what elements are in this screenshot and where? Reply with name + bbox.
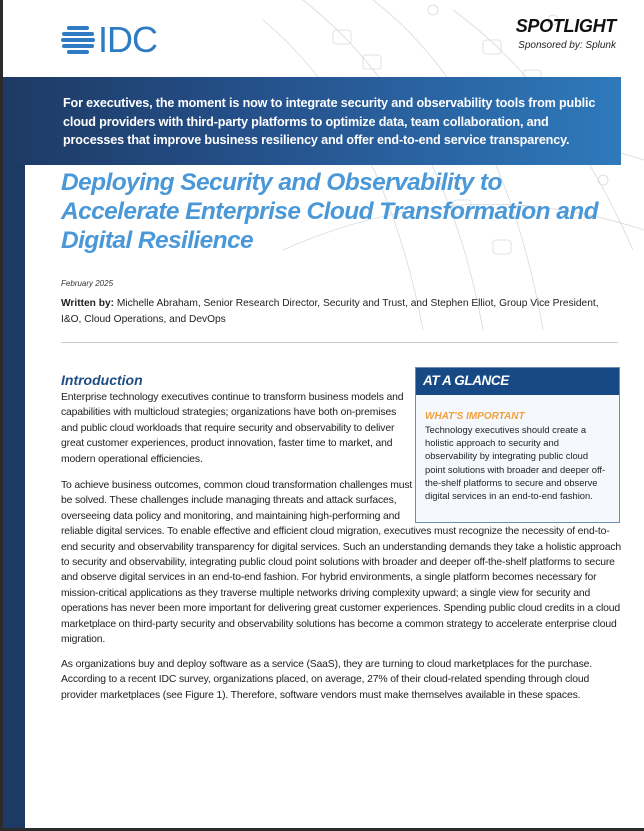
summary-banner [3, 77, 621, 165]
glance-float-spacer [416, 478, 621, 523]
idc-globe-icon [61, 25, 95, 55]
whats-important-text: Technology executives should create a holistic approach to security and observability by integrating public cloud point solutions with broader and deeper off-the-shelf platforms to secure and observe digital services in an end-to-end fashion. [425, 424, 606, 502]
written-by-label: Written by: [61, 298, 115, 309]
logo-text: IDC [98, 19, 157, 60]
authors-text: Michelle Abraham, Senior Research Director, Security and Trust, and Stephen Elliot, Group Vice President, I&O, Cloud Operations, and DevOps [61, 298, 599, 325]
at-a-glance-heading: AT A GLANCE [416, 368, 619, 395]
intro-paragraph-3: As organizations buy and deploy software as a service (SaaS), they are turning to cloud marketplaces for the purchase. According to a recent IDC survey, organizations placed, on average, 27% of their cloud-related spending through cloud provider marketplaces (see Figure 1). Therefore, software vendors must make themselves available in these spaces. [61, 659, 592, 701]
intro-paragraph-2-wrapper [61, 478, 621, 647]
section-divider [61, 342, 618, 343]
sponsor-label: Sponsored by: Splunk [518, 40, 616, 51]
intro-paragraph-1: Enterprise technology executives continue to transform business models and capabilities with multicloud strategies; organizations have both on-premises and public cloud workloads that require security and observability to deliver great customer experiences, product innovation, faster time to market, and modern operational efficiencies. [61, 392, 404, 465]
left-accent-strip [3, 77, 25, 828]
spotlight-block [516, 16, 616, 51]
banner-text: For executives, the moment is now to integrate security and observability tools from public cloud providers with third-party platforms to optimize data, team collaboration, and processes that improve business resiliency and offer end-to-end service transparency. [63, 96, 596, 147]
spotlight-label: SPOTLIGHT [515, 16, 616, 36]
intro-paragraph-2: To achieve business outcomes, common cloud transformation challenges must be solved. These challenges include managing threats and attack surfaces, overseeing data policy and monitoring, and maintaining high-performing and reliable digital services. To enable effective and efficient cloud migration, executives must recognize the necessity of end-to-end security and observability transparency for digital services. Such an understanding demands they take a holistic approach to security and observability, integrating public cloud point solutions with broader and deeper off-the-shelf platforms to secure and observe digital services in an end-to-end fashion. For hybrid environments, a single platform becomes necessary for mission-critical applications as they traverse multiple networks driving complexity upward; a single view for security and operations has never been more important for delivering great customer experiences. Spending public cloud credits in a cloud marketplace on third-party security and observability solutions has become a common strategy to accelerate enterprise cloud migration. [61, 480, 621, 646]
idc-logo [61, 19, 157, 60]
whats-important-heading: WHAT'S IMPORTANT [425, 411, 525, 422]
document-page [3, 0, 644, 828]
authors-line [61, 296, 621, 327]
introduction-heading: Introduction [61, 372, 143, 388]
publication-date: February 2025 [61, 279, 114, 288]
document-title: Deploying Security and Observability to Accelerate Enterprise Cloud Transformation and Digital Resilience [61, 169, 598, 254]
